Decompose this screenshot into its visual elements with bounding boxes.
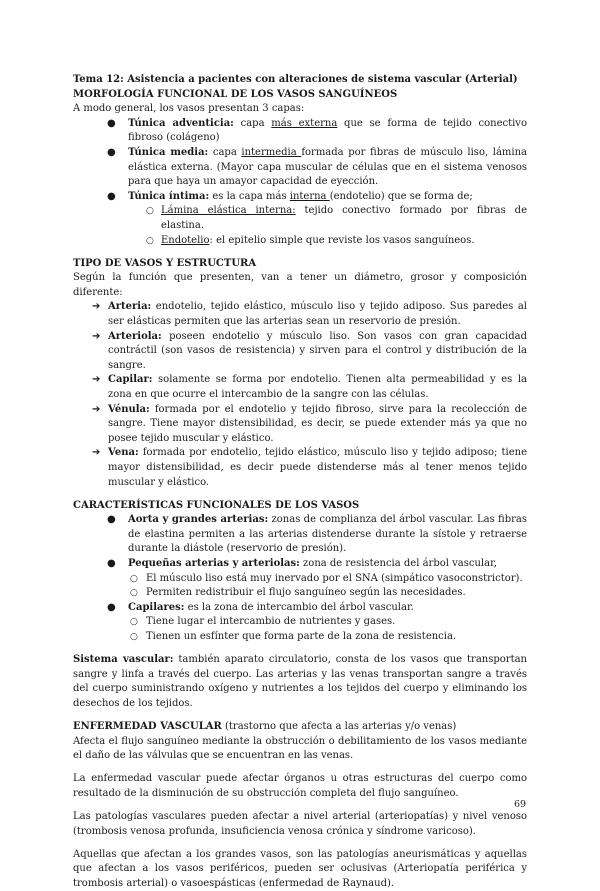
list-item-adventicia: ● Túnica adventicia: capa más externa que se forma de tejido conectivo fibroso (colágeno)	[107, 117, 527, 144]
bullet-icon: ●	[107, 146, 116, 158]
sublist-item: ○ Tiene lugar el intercambio de nutrientes y gases.	[73, 615, 527, 630]
section-heading-caracteristicas: CARACTERÍSTICAS FUNCIONALES DE LOS VASOS	[73, 499, 360, 511]
list-item-venula: ➔ Vénula: formada por el endotelio y tejido fibroso, sirve para la recolección de sangre. Tiene mayor distensibilidad, es decir, se puede extender más ya que no posee tejido muscular y elástico.	[92, 403, 527, 444]
list-item-aorta: ● Aorta y grandes arterias: zonas de complianza del árbol vascular. Las fibras de elastina permiten a las arterias distenderse durante la sístole y retraerse durante la diástole (reservorio de presión).	[107, 514, 527, 555]
enfermedad-paragraph-2: La enfermedad vascular puede afectar órganos u otras estructuras del cuerpo como resultado de la disminución de su obstrucción completa del flujo sanguíneo.	[73, 773, 527, 799]
tipos-list	[73, 300, 527, 490]
arrow-icon: ➔	[92, 330, 101, 342]
enfermedad-paragraph-3: Las patologías vasculares pueden afectar a nivel arterial (arteriopatías) y nivel venoso (trombosis venosa profunda, insuficiencia venosa crónica y síndrome varicoso).	[73, 810, 527, 837]
circle-bullet-icon: ○	[130, 617, 138, 628]
sublist-item-lamina: ○ Lámina elástica interna: tejido conectivo formado por fibras de elastina.	[146, 205, 527, 231]
list-item-capilar: ➔ Capilar: solamente se forma por endotelio. Tienen alta permeabilidad y es la zona en que ocurre el intercambio de la sangre con las células.	[92, 374, 527, 400]
sistema-vascular-paragraph: Sistema vascular: también aparato circulatorio, consta de los vasos que transportan sangre y linfa a través del cuerpo. Las arterias y las venas transportan sangre a través del cuerpo suministrando oxígeno y nutrientes a los tejidos del cuerpo y eliminando los desechos de los tejidos.	[73, 654, 527, 709]
list-item-media: ● Túnica media: capa intermedia formada por fibras de músculo liso, lámina elástica externa. (Mayor capa muscular de células que en el sistema venosos para que haya un amayor capacidad de eyección.	[107, 146, 527, 188]
arrow-icon: ➔	[92, 403, 101, 415]
sublist-item: ○ El músculo liso está muy inervado por el SNA (simpático vasoconstrictor).	[73, 572, 527, 587]
bullet-icon: ●	[107, 601, 116, 613]
circle-bullet-icon: ○	[130, 631, 138, 642]
arrow-icon: ➔	[92, 374, 101, 386]
arrow-icon: ➔	[92, 447, 101, 459]
page-number: 69	[514, 799, 527, 810]
capas-list	[73, 117, 527, 248]
bullet-icon: ●	[107, 558, 116, 569]
list-item-intima: ● Túnica íntima: es la capa más interna (endotelio) que se forma de;	[73, 190, 527, 205]
document-title: Tema 12: Asistencia a pacientes con alteraciones de sistema vascular (Arterial)	[73, 74, 518, 85]
list-item-arteriola: ➔ Arteriola: poseen endotelio y músculo liso. Son vasos con gran capacidad contráctil (son vasos de resistencia) y sirven para el control y distribución de la sangre.	[92, 330, 527, 371]
section-heading-tipos: TIPO DE VASOS Y ESTRUCTURA	[73, 257, 257, 269]
caracteristicas-list	[73, 513, 527, 644]
circle-bullet-icon: ○	[146, 206, 154, 217]
tipos-intro: Según la función que presenten, van a tener un diámetro, grosor y composición diferente:	[73, 272, 527, 298]
document-body	[73, 73, 527, 891]
bullet-icon: ●	[107, 190, 116, 202]
bullet-icon: ●	[107, 514, 116, 526]
section-heading-morfologia: MORFOLOGÍA FUNCIONAL DE LOS VASOS SANGUÍNEOS	[73, 88, 398, 100]
arrow-icon: ➔	[92, 301, 101, 313]
morfologia-intro: A modo general, los vasos presentan 3 capas:	[73, 103, 305, 115]
list-item-capilares: ● Capilares: es la zona de intercambio del árbol vascular.	[73, 601, 527, 616]
circle-bullet-icon: ○	[130, 573, 138, 584]
sublist-item-endotelio: ○ Endotelio: el epitelio simple que reviste los vasos sanguíneos.	[73, 234, 527, 249]
list-item-vena: ➔ Vena: formada por endotelio, tejido elástico, músculo liso y tejido adiposo; tiene mayor distensibilidad, es decir puede distenderse más al tener menos tejido muscular y elástico.	[92, 447, 527, 488]
circle-bullet-icon: ○	[146, 235, 154, 246]
sublist-item: ○ Permiten redistribuir el flujo sanguíneo según las necesidades.	[73, 586, 527, 601]
sublist-item: ○ Tienen un esfínter que forma parte de la zona de resistencia.	[73, 630, 527, 645]
list-item-pequenas-arterias: ● Pequeñas arterias y arteriolas: zona de resistencia del árbol vascular,	[73, 557, 527, 572]
bullet-icon: ●	[107, 117, 116, 129]
circle-bullet-icon: ○	[130, 588, 138, 599]
enfermedad-paragraph-4: Aquellas que afectan a los grandes vasos, son las patologías aneurismáticas y aquellas que afectan a los vasos periféricos, pueden ser oclusivas (Arteriopatía periférica y trombosis arterial) o vasoespásticas (enfermedad de Raynaud).	[73, 848, 527, 889]
section-heading-enfermedad: ENFERMEDAD VASCULAR (trastorno que afecta a las arterias y/o venas)	[73, 720, 457, 732]
list-item-arteria: ➔ Arteria: endotelio, tejido elástico, músculo liso y tejido adiposo. Sus paredes al ser elásticas permiten que las arterias sean un reservorio de presión.	[92, 301, 527, 327]
enfermedad-paragraph-1: Afecta el flujo sanguíneo mediante la obstrucción o debilitamiento de los vasos mediante el daño de las válvulas que se encuentran en las venas.	[73, 735, 527, 762]
